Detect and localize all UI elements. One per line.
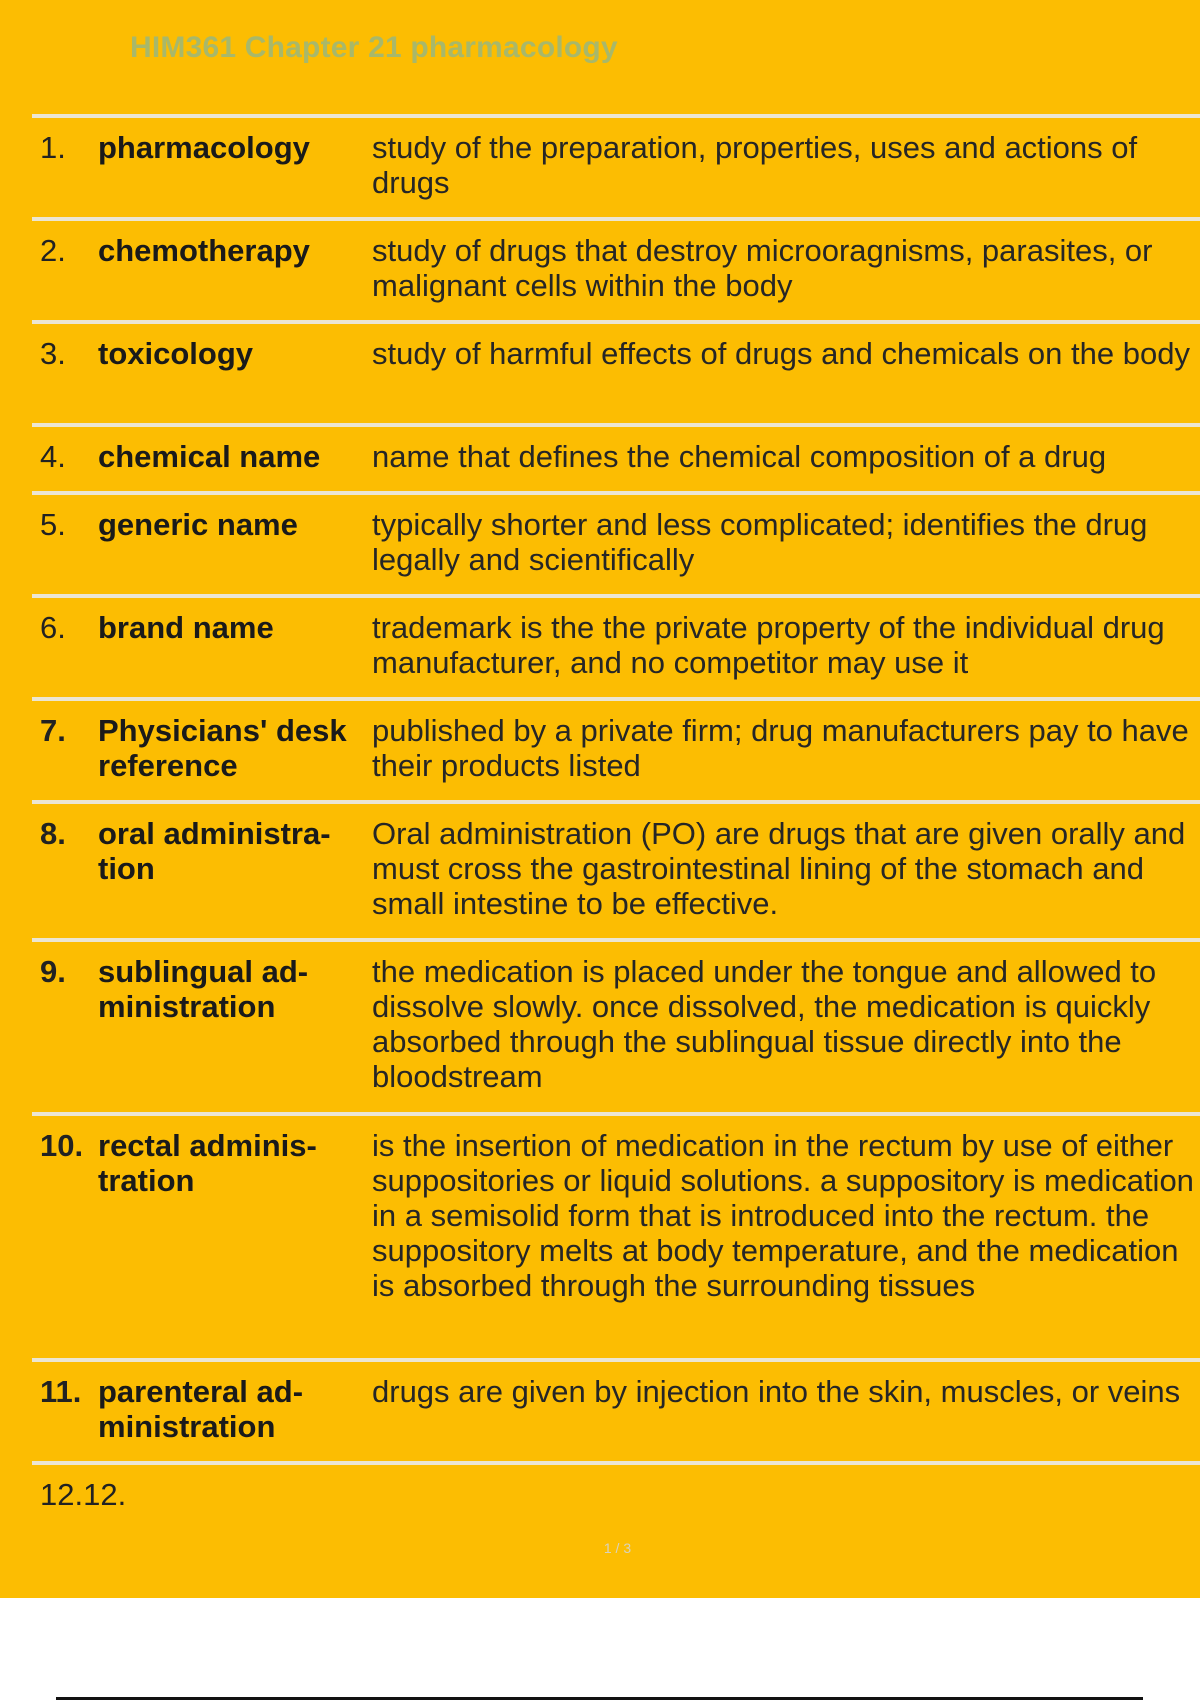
card-term: pharmacology bbox=[98, 130, 310, 165]
card-number: 9. bbox=[40, 954, 66, 989]
card-term: generic name bbox=[98, 507, 298, 542]
flashcard-item bbox=[32, 491, 1200, 594]
flashcard-item bbox=[32, 1461, 1200, 1531]
card-number: 3. bbox=[40, 336, 66, 371]
card-term: rectal adminis-tration bbox=[98, 1128, 317, 1198]
card-number: 2. bbox=[40, 233, 66, 268]
card-definition: published by a private firm; drug manufacturers pay to have their products listed bbox=[372, 713, 1189, 783]
card-definition: drugs are given by injection into the skin, muscles, or veins bbox=[372, 1374, 1181, 1409]
flashcard-item bbox=[32, 217, 1200, 320]
card-definition: study of the preparation, properties, uses and actions of drugs bbox=[372, 130, 1138, 200]
card-number: 10. bbox=[40, 1128, 84, 1163]
card-term: sublingual ad-ministration bbox=[98, 954, 309, 1024]
card-definition: is the insertion of medication in the rectum by use of either suppositories or liquid solutions. a suppository is medication in a semisolid form that is introduced into the rectum. the suppository melts at body temperature, and the medication is absorbed through the surrounding tissues bbox=[372, 1128, 1194, 1303]
card-number: 5. bbox=[40, 507, 66, 542]
flashcard-item bbox=[32, 697, 1200, 800]
card-term: Physicians' desk reference bbox=[98, 713, 347, 783]
card-definition: study of drugs that destroy microoragnisms, parasites, or malignant cells within the body bbox=[372, 233, 1153, 303]
flashcard-item bbox=[32, 938, 1200, 1112]
flashcard-item bbox=[32, 800, 1200, 938]
flashcard-item bbox=[32, 423, 1200, 491]
card-term: chemical name bbox=[98, 439, 321, 474]
flashcard-item bbox=[32, 1112, 1200, 1358]
card-number: 11. bbox=[40, 1374, 82, 1409]
card-term: oral administra-tion bbox=[98, 816, 331, 886]
card-definition: trademark is the the private property of the individual drug manufacturer, and no competitor may use it bbox=[372, 610, 1165, 680]
card-definition: study of harmful effects of drugs and chemicals on the body bbox=[372, 336, 1190, 371]
card-definition: Oral administration (PO) are drugs that are given orally and must cross the gastrointestinal lining of the stomach and small intestine to be effective. bbox=[372, 816, 1186, 921]
flashcard-item bbox=[32, 594, 1200, 697]
card-definition: typically shorter and less complicated; identifies the drug legally and scientifically bbox=[372, 507, 1148, 577]
card-term: brand name bbox=[98, 610, 274, 645]
document-title: HIM361 Chapter 21 pharmacology bbox=[130, 31, 618, 64]
flashcard-item bbox=[32, 114, 1200, 217]
card-term: parenteral ad-ministration bbox=[98, 1374, 304, 1444]
card-number: 1. bbox=[40, 130, 66, 165]
flashcard-list bbox=[32, 114, 1200, 1531]
card-number: 8. bbox=[40, 816, 66, 851]
card-term: toxicology bbox=[98, 336, 254, 371]
card-definition: the medication is placed under the tongue and allowed to dissolve slowly. once dissolved, the medication is quickly absorbed through the sublingual tissue directly into the bloodstream bbox=[372, 954, 1157, 1094]
card-number: 6. bbox=[40, 610, 66, 645]
page-indicator: 1 / 3 bbox=[603, 1540, 632, 1556]
card-number: 12.12. bbox=[40, 1477, 127, 1512]
card-term: chemotherapy bbox=[98, 233, 310, 268]
flashcard-item bbox=[32, 320, 1200, 423]
card-definition: name that defines the chemical composition of a drug bbox=[372, 439, 1107, 474]
card-number: 4. bbox=[40, 439, 66, 474]
card-number: 7. bbox=[40, 713, 66, 748]
flashcard-item bbox=[32, 1358, 1200, 1461]
